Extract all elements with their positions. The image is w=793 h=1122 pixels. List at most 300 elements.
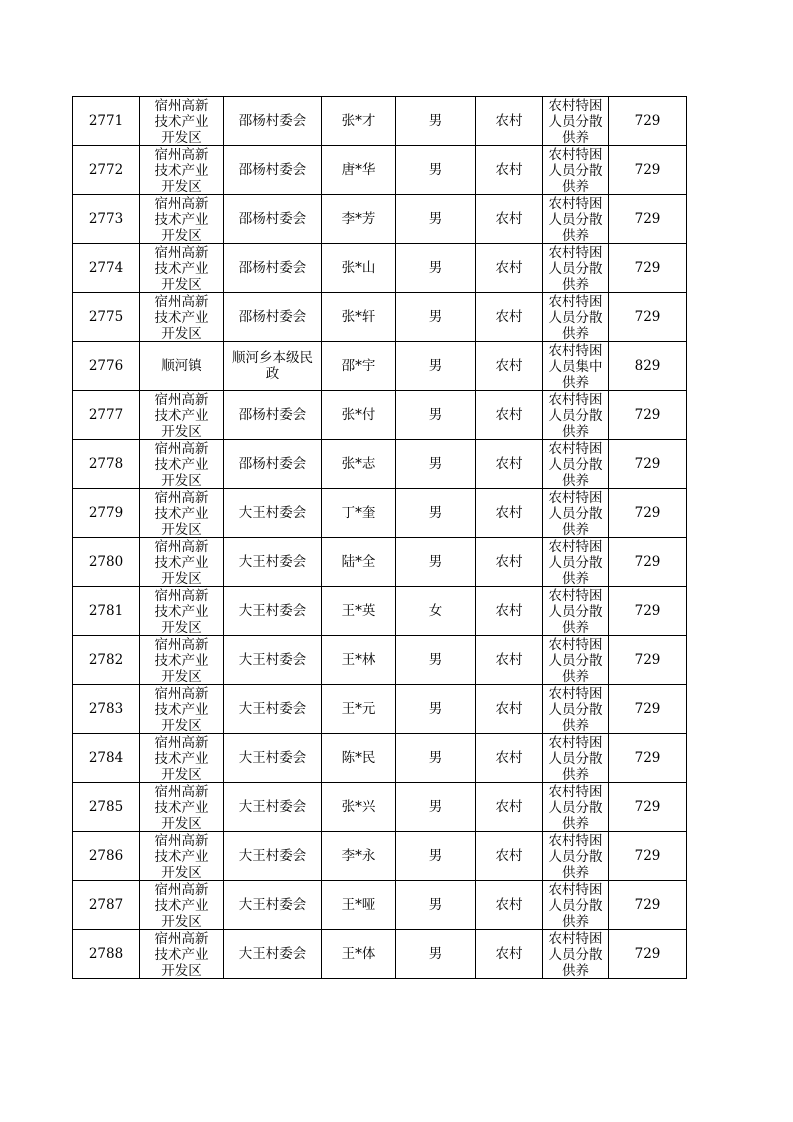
village-committee-cell-text: 邵杨村委会 — [238, 113, 307, 129]
serial-number-cell — [73, 783, 140, 832]
serial-number-cell-text: 2775 — [88, 309, 124, 325]
gender-cell-text: 女 — [428, 603, 443, 619]
serial-number-cell — [73, 195, 140, 244]
region-cell-text: 宿州高新技术产业开发区 — [154, 147, 209, 193]
region-cell-text: 宿州高新技术产业开发区 — [154, 98, 209, 144]
region-cell-text: 宿州高新技术产业开发区 — [154, 588, 209, 634]
person-name-cell-text: 王*林 — [341, 652, 376, 668]
support-category-cell — [543, 685, 609, 734]
region-cell — [140, 97, 224, 146]
residence-type-cell-text: 农村 — [495, 701, 523, 717]
residence-type-cell — [476, 783, 543, 832]
support-category-cell — [543, 538, 609, 587]
residence-type-cell — [476, 293, 543, 342]
serial-number-cell-text: 2787 — [88, 897, 124, 913]
serial-number-cell-text: 2772 — [88, 162, 124, 178]
serial-number-cell-text: 2778 — [88, 456, 124, 472]
amount-cell-text: 729 — [634, 946, 661, 962]
residence-type-cell-text: 农村 — [495, 652, 523, 668]
village-committee-cell — [224, 636, 322, 685]
region-cell — [140, 930, 224, 979]
support-category-cell-text: 农村特困人员分散供养 — [548, 196, 603, 242]
table-row — [73, 195, 687, 244]
amount-cell — [609, 930, 687, 979]
gender-cell — [396, 440, 476, 489]
gender-cell — [396, 783, 476, 832]
support-category-cell-text: 农村特困人员分散供养 — [548, 441, 603, 487]
person-name-cell — [322, 440, 396, 489]
amount-cell-text: 729 — [634, 603, 661, 619]
village-committee-cell-text: 大王村委会 — [238, 652, 307, 668]
support-category-cell-text: 农村特困人员分散供养 — [548, 490, 603, 536]
region-cell-text: 宿州高新技术产业开发区 — [154, 539, 209, 585]
residence-type-cell-text: 农村 — [495, 162, 523, 178]
serial-number-cell-text: 2784 — [88, 750, 124, 766]
person-name-cell — [322, 685, 396, 734]
support-category-cell — [543, 587, 609, 636]
amount-cell — [609, 538, 687, 587]
village-committee-cell — [224, 685, 322, 734]
village-committee-cell — [224, 930, 322, 979]
gender-cell — [396, 293, 476, 342]
serial-number-cell-text: 2786 — [88, 848, 124, 864]
gender-cell-text: 男 — [428, 652, 443, 668]
serial-number-cell — [73, 587, 140, 636]
support-category-cell — [543, 734, 609, 783]
region-cell — [140, 636, 224, 685]
amount-cell — [609, 342, 687, 391]
region-cell — [140, 440, 224, 489]
support-category-cell-text: 农村特困人员分散供养 — [548, 735, 603, 781]
serial-number-cell — [73, 538, 140, 587]
village-committee-cell — [224, 342, 322, 391]
region-cell-text: 宿州高新技术产业开发区 — [154, 882, 209, 928]
gender-cell-text: 男 — [428, 407, 443, 423]
residence-type-cell-text: 农村 — [495, 113, 523, 129]
serial-number-cell — [73, 440, 140, 489]
serial-number-cell — [73, 97, 140, 146]
person-name-cell-text: 张*山 — [341, 260, 376, 276]
gender-cell — [396, 97, 476, 146]
amount-cell — [609, 489, 687, 538]
region-cell — [140, 881, 224, 930]
table-row — [73, 538, 687, 587]
village-committee-cell-text: 大王村委会 — [238, 603, 307, 619]
village-committee-cell-text: 大王村委会 — [238, 946, 307, 962]
amount-cell-text: 729 — [634, 652, 661, 668]
person-name-cell — [322, 783, 396, 832]
support-category-cell — [543, 97, 609, 146]
support-category-cell-text: 农村特困人员分散供养 — [548, 245, 603, 291]
serial-number-cell — [73, 734, 140, 783]
residence-type-cell-text: 农村 — [495, 505, 523, 521]
support-category-cell-text: 农村特困人员分散供养 — [548, 833, 603, 879]
region-cell-text: 宿州高新技术产业开发区 — [154, 196, 209, 242]
person-name-cell-text: 张*兴 — [341, 799, 376, 815]
gender-cell — [396, 538, 476, 587]
amount-cell — [609, 195, 687, 244]
person-name-cell-text: 王*元 — [341, 701, 376, 717]
village-committee-cell — [224, 146, 322, 195]
region-cell-text: 宿州高新技术产业开发区 — [154, 245, 209, 291]
person-name-cell — [322, 832, 396, 881]
gender-cell — [396, 832, 476, 881]
village-committee-cell-text: 邵杨村委会 — [238, 456, 307, 472]
region-cell-text: 宿州高新技术产业开发区 — [154, 441, 209, 487]
gender-cell-text: 男 — [428, 750, 443, 766]
support-category-cell — [543, 146, 609, 195]
village-committee-cell — [224, 734, 322, 783]
region-cell — [140, 587, 224, 636]
village-committee-cell-text: 顺河乡本级民政 — [232, 350, 313, 382]
support-category-cell-text: 农村特困人员分散供养 — [548, 147, 603, 193]
serial-number-cell-text: 2785 — [88, 799, 124, 815]
support-category-cell-text: 农村特困人员分散供养 — [548, 98, 603, 144]
residence-type-cell-text: 农村 — [495, 358, 523, 374]
residence-type-cell-text: 农村 — [495, 309, 523, 325]
person-name-cell-text: 陆*全 — [341, 554, 376, 570]
amount-cell — [609, 97, 687, 146]
residence-type-cell-text: 农村 — [495, 260, 523, 276]
gender-cell-text: 男 — [428, 260, 443, 276]
amount-cell — [609, 146, 687, 195]
serial-number-cell-text: 2781 — [88, 603, 124, 619]
region-cell-text: 宿州高新技术产业开发区 — [154, 490, 209, 536]
gender-cell-text: 男 — [428, 799, 443, 815]
village-committee-cell-text: 大王村委会 — [238, 848, 307, 864]
region-cell — [140, 391, 224, 440]
residence-type-cell-text: 农村 — [495, 848, 523, 864]
amount-cell-text: 729 — [634, 701, 661, 717]
support-category-cell-text: 农村特困人员分散供养 — [548, 539, 603, 585]
village-committee-cell-text: 邵杨村委会 — [238, 407, 307, 423]
gender-cell — [396, 244, 476, 293]
serial-number-cell-text: 2777 — [88, 407, 124, 423]
table-row — [73, 440, 687, 489]
person-name-cell-text: 张*轩 — [341, 309, 376, 325]
amount-cell — [609, 636, 687, 685]
amount-cell-text: 729 — [634, 407, 661, 423]
amount-cell-text: 729 — [634, 799, 661, 815]
person-name-cell — [322, 881, 396, 930]
gender-cell — [396, 489, 476, 538]
serial-number-cell-text: 2780 — [88, 554, 124, 570]
gender-cell — [396, 636, 476, 685]
region-cell-text: 宿州高新技术产业开发区 — [154, 735, 209, 781]
table-row — [73, 636, 687, 685]
region-cell-text: 顺河镇 — [161, 358, 202, 374]
residence-type-cell — [476, 685, 543, 734]
village-committee-cell-text: 邵杨村委会 — [238, 309, 307, 325]
serial-number-cell-text: 2774 — [88, 260, 124, 276]
person-name-cell-text: 张*才 — [341, 113, 376, 129]
amount-cell-text: 729 — [634, 260, 661, 276]
residence-type-cell — [476, 832, 543, 881]
support-category-cell-text: 农村特困人员分散供养 — [548, 637, 603, 683]
table-row — [73, 587, 687, 636]
relief-roster-table — [72, 96, 687, 979]
region-cell — [140, 293, 224, 342]
table-row — [73, 342, 687, 391]
support-category-cell-text: 农村特困人员分散供养 — [548, 931, 603, 977]
amount-cell — [609, 244, 687, 293]
village-committee-cell — [224, 538, 322, 587]
support-category-cell — [543, 783, 609, 832]
support-category-cell-text: 农村特困人员分散供养 — [548, 882, 603, 928]
person-name-cell-text: 陈*民 — [341, 750, 376, 766]
region-cell — [140, 195, 224, 244]
village-committee-cell — [224, 881, 322, 930]
person-name-cell-text: 张*付 — [341, 407, 376, 423]
village-committee-cell-text: 大王村委会 — [238, 554, 307, 570]
person-name-cell — [322, 342, 396, 391]
village-committee-cell-text: 邵杨村委会 — [238, 162, 307, 178]
person-name-cell — [322, 587, 396, 636]
table-body — [73, 97, 687, 979]
gender-cell — [396, 734, 476, 783]
serial-number-cell — [73, 636, 140, 685]
table-row — [73, 881, 687, 930]
support-category-cell-text: 农村特困人员分散供养 — [548, 588, 603, 634]
region-cell-text: 宿州高新技术产业开发区 — [154, 686, 209, 732]
amount-cell-text: 729 — [634, 211, 661, 227]
region-cell — [140, 685, 224, 734]
gender-cell — [396, 930, 476, 979]
person-name-cell — [322, 636, 396, 685]
gender-cell-text: 男 — [428, 848, 443, 864]
gender-cell — [396, 587, 476, 636]
serial-number-cell-text: 2782 — [88, 652, 124, 668]
region-cell-text: 宿州高新技术产业开发区 — [154, 392, 209, 438]
support-category-cell-text: 农村特困人员分散供养 — [548, 784, 603, 830]
person-name-cell-text: 李*芳 — [341, 211, 376, 227]
village-committee-cell — [224, 195, 322, 244]
person-name-cell — [322, 293, 396, 342]
table-row — [73, 489, 687, 538]
serial-number-cell-text: 2776 — [88, 358, 124, 374]
serial-number-cell — [73, 930, 140, 979]
residence-type-cell — [476, 195, 543, 244]
table-row — [73, 783, 687, 832]
gender-cell-text: 男 — [428, 358, 443, 374]
table-row — [73, 293, 687, 342]
person-name-cell-text: 张*志 — [341, 456, 376, 472]
serial-number-cell — [73, 244, 140, 293]
gender-cell-text: 男 — [428, 162, 443, 178]
amount-cell-text: 729 — [634, 162, 661, 178]
table-row — [73, 685, 687, 734]
gender-cell-text: 男 — [428, 701, 443, 717]
amount-cell — [609, 440, 687, 489]
support-category-cell-text: 农村特困人员分散供养 — [548, 686, 603, 732]
table-row — [73, 832, 687, 881]
residence-type-cell-text: 农村 — [495, 554, 523, 570]
village-committee-cell — [224, 489, 322, 538]
residence-type-cell-text: 农村 — [495, 603, 523, 619]
support-category-cell — [543, 391, 609, 440]
person-name-cell — [322, 146, 396, 195]
gender-cell-text: 男 — [428, 897, 443, 913]
village-committee-cell — [224, 244, 322, 293]
village-committee-cell — [224, 832, 322, 881]
village-committee-cell-text: 大王村委会 — [238, 750, 307, 766]
residence-type-cell — [476, 97, 543, 146]
village-committee-cell — [224, 97, 322, 146]
gender-cell-text: 男 — [428, 456, 443, 472]
region-cell — [140, 538, 224, 587]
village-committee-cell-text: 大王村委会 — [238, 897, 307, 913]
amount-cell — [609, 685, 687, 734]
support-category-cell-text: 农村特困人员分散供养 — [548, 392, 603, 438]
person-name-cell — [322, 97, 396, 146]
amount-cell — [609, 293, 687, 342]
person-name-cell-text: 王*体 — [341, 946, 376, 962]
amount-cell — [609, 881, 687, 930]
serial-number-cell — [73, 881, 140, 930]
person-name-cell — [322, 734, 396, 783]
amount-cell-text: 729 — [634, 848, 661, 864]
amount-cell-text: 729 — [634, 750, 661, 766]
person-name-cell — [322, 538, 396, 587]
village-committee-cell-text: 大王村委会 — [238, 505, 307, 521]
residence-type-cell — [476, 734, 543, 783]
serial-number-cell-text: 2788 — [88, 946, 124, 962]
region-cell — [140, 832, 224, 881]
support-category-cell — [543, 440, 609, 489]
region-cell-text: 宿州高新技术产业开发区 — [154, 833, 209, 879]
amount-cell — [609, 587, 687, 636]
residence-type-cell-text: 农村 — [495, 750, 523, 766]
gender-cell-text: 男 — [428, 505, 443, 521]
support-category-cell-text: 农村特困人员分散供养 — [548, 294, 603, 340]
village-committee-cell — [224, 293, 322, 342]
support-category-cell — [543, 244, 609, 293]
support-category-cell — [543, 195, 609, 244]
region-cell-text: 宿州高新技术产业开发区 — [154, 784, 209, 830]
village-committee-cell-text: 大王村委会 — [238, 799, 307, 815]
serial-number-cell — [73, 832, 140, 881]
residence-type-cell — [476, 342, 543, 391]
person-name-cell — [322, 489, 396, 538]
gender-cell — [396, 146, 476, 195]
gender-cell-text: 男 — [428, 113, 443, 129]
residence-type-cell — [476, 636, 543, 685]
gender-cell — [396, 195, 476, 244]
region-cell — [140, 244, 224, 293]
support-category-cell — [543, 342, 609, 391]
village-committee-cell-text: 邵杨村委会 — [238, 211, 307, 227]
gender-cell-text: 男 — [428, 309, 443, 325]
region-cell — [140, 146, 224, 195]
residence-type-cell — [476, 146, 543, 195]
gender-cell — [396, 391, 476, 440]
gender-cell-text: 男 — [428, 946, 443, 962]
person-name-cell-text: 邵*宇 — [341, 358, 376, 374]
serial-number-cell — [73, 146, 140, 195]
residence-type-cell-text: 农村 — [495, 456, 523, 472]
table-row — [73, 930, 687, 979]
serial-number-cell — [73, 685, 140, 734]
region-cell-text: 宿州高新技术产业开发区 — [154, 931, 209, 977]
village-committee-cell-text: 邵杨村委会 — [238, 260, 307, 276]
person-name-cell — [322, 195, 396, 244]
gender-cell — [396, 881, 476, 930]
serial-number-cell-text: 2773 — [88, 211, 124, 227]
residence-type-cell-text: 农村 — [495, 799, 523, 815]
residence-type-cell — [476, 538, 543, 587]
residence-type-cell-text: 农村 — [495, 407, 523, 423]
amount-cell — [609, 832, 687, 881]
serial-number-cell — [73, 391, 140, 440]
table-row — [73, 734, 687, 783]
support-category-cell — [543, 293, 609, 342]
residence-type-cell — [476, 881, 543, 930]
amount-cell — [609, 391, 687, 440]
person-name-cell-text: 丁*奎 — [341, 505, 376, 521]
amount-cell-text: 729 — [634, 456, 661, 472]
residence-type-cell-text: 农村 — [495, 946, 523, 962]
village-committee-cell — [224, 587, 322, 636]
gender-cell — [396, 685, 476, 734]
support-category-cell — [543, 930, 609, 979]
support-category-cell — [543, 636, 609, 685]
person-name-cell — [322, 930, 396, 979]
village-committee-cell — [224, 440, 322, 489]
amount-cell-text: 729 — [634, 897, 661, 913]
table-row — [73, 97, 687, 146]
support-category-cell — [543, 832, 609, 881]
amount-cell-text: 729 — [634, 505, 661, 521]
person-name-cell-text: 王*英 — [341, 603, 376, 619]
region-cell — [140, 783, 224, 832]
region-cell — [140, 342, 224, 391]
amount-cell-text: 729 — [634, 554, 661, 570]
region-cell-text: 宿州高新技术产业开发区 — [154, 294, 209, 340]
amount-cell-text: 829 — [634, 358, 661, 374]
person-name-cell-text: 李*永 — [341, 848, 376, 864]
region-cell — [140, 489, 224, 538]
support-category-cell — [543, 881, 609, 930]
amount-cell-text: 729 — [634, 113, 661, 129]
table-row — [73, 146, 687, 195]
residence-type-cell — [476, 244, 543, 293]
serial-number-cell — [73, 342, 140, 391]
serial-number-cell-text: 2779 — [88, 505, 124, 521]
serial-number-cell — [73, 489, 140, 538]
village-committee-cell — [224, 391, 322, 440]
residence-type-cell — [476, 930, 543, 979]
gender-cell-text: 男 — [428, 554, 443, 570]
gender-cell-text: 男 — [428, 211, 443, 227]
support-category-cell-text: 农村特困人员集中供养 — [548, 343, 603, 389]
residence-type-cell — [476, 391, 543, 440]
person-name-cell — [322, 391, 396, 440]
person-name-cell-text: 王*哑 — [341, 897, 376, 913]
amount-cell-text: 729 — [634, 309, 661, 325]
gender-cell — [396, 342, 476, 391]
table-row — [73, 391, 687, 440]
residence-type-cell — [476, 440, 543, 489]
amount-cell — [609, 734, 687, 783]
residence-type-cell — [476, 587, 543, 636]
residence-type-cell-text: 农村 — [495, 211, 523, 227]
village-committee-cell — [224, 783, 322, 832]
serial-number-cell-text: 2783 — [88, 701, 124, 717]
residence-type-cell — [476, 489, 543, 538]
serial-number-cell-text: 2771 — [88, 113, 124, 129]
person-name-cell-text: 唐*华 — [341, 162, 376, 178]
support-category-cell — [543, 489, 609, 538]
